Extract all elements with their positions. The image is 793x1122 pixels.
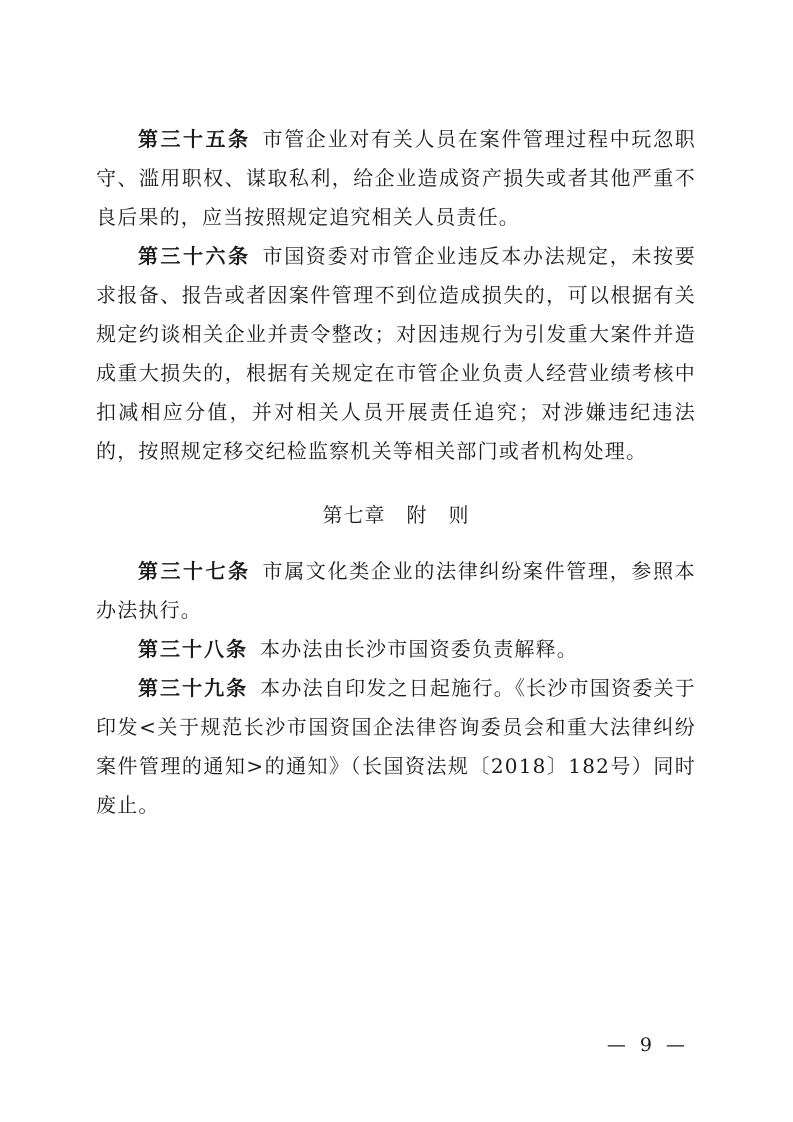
article-text: 本办法自印发之日起施行。《长沙市国资委关于印发<关于规范长沙市国资国企法律咨询委员会和重大法律纠纷案件管理的通知>的通知》（长国资法规〔2018〕182号）同时废止。 [96,676,697,817]
article-36 [96,237,696,471]
article-39 [96,669,696,825]
page-number: — 9 — [606,1034,689,1056]
article-label: 第三十五条 [138,127,251,151]
article-35 [96,120,696,237]
article-text: 本办法由长沙市国资委负责解释。 [260,637,578,661]
article-37 [96,552,696,630]
article-label: 第三十七条 [138,559,251,583]
document-body [96,120,696,825]
article-text: 市属文化类企业的法律纠纷案件管理，参照本办法执行。 [96,559,696,622]
article-label: 第三十八条 [138,637,248,661]
article-label: 第三十六条 [138,244,251,268]
article-text: 市国资委对市管企业违反本办法规定，未按要求报备、报告或者因案件管理不到位造成损失的，可以根据有关规定约谈相关企业并责令整改；对因违规行为引发重大案件并造成重大损失的，根据有关规定在市管企业负责人经营业绩考核中扣减相应分值，并对相关人员开展责任追究；对涉嫌违纪违法的，按照规定移交纪检监察机关等相关部门或者机构处理。 [96,244,696,463]
article-label: 第三十九条 [138,676,249,700]
chapter-title: 第七章 附 则 [322,503,470,527]
article-38 [96,630,696,669]
article-text: 市管企业对有关人员在案件管理过程中玩忽职守、滥用职权、谋取私利，给企业造成资产损失或者其他严重不良后果的，应当按照规定追究相关人员责任。 [96,127,696,229]
